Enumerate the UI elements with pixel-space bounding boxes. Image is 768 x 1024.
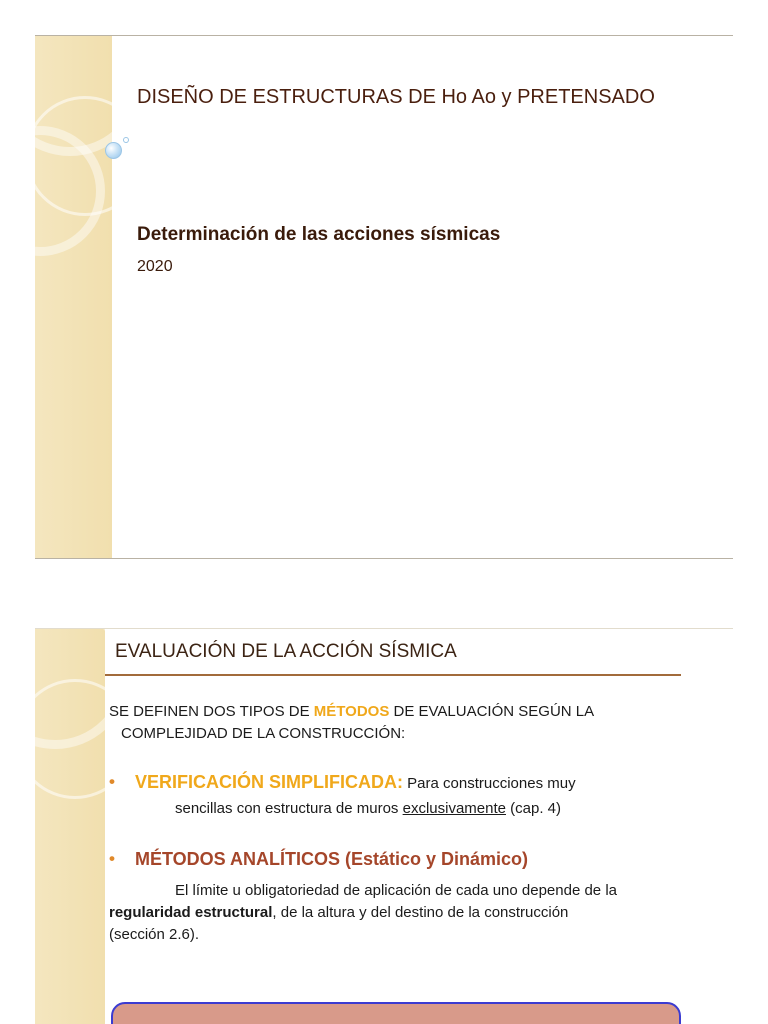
intro-line-1 — [109, 703, 594, 720]
bullet-1-line-2 — [175, 800, 561, 817]
bullet-1-line-1 — [135, 772, 576, 793]
intro-text: SE DEFINEN DOS TIPOS DE — [109, 703, 314, 720]
bullet-2-text: , de la altura y del destino de la construcción — [272, 904, 569, 921]
presentation-year: 2020 — [137, 258, 173, 275]
bullet-1-text: sencillas con estructura de muros — [175, 800, 403, 817]
presentation-subtitle: Determinación de las acciones sísmicas — [137, 224, 501, 245]
heading-rule — [105, 674, 681, 676]
bullet-2-line-2 — [109, 904, 568, 921]
bullet-2-line-3: (sección 2.6). — [109, 926, 200, 943]
slide-title — [35, 35, 733, 559]
decorative-ring — [35, 679, 105, 799]
bullet-1-text: Para construcciones muy — [403, 775, 576, 792]
presentation-title: DISEÑO DE ESTRUCTURAS DE Ho Ao y PRETENSADO — [137, 86, 655, 108]
bullet-marker: • — [109, 772, 115, 791]
bullet-2-heading: MÉTODOS ANALÍTICOS (Estático y Dinámico) — [135, 849, 529, 869]
intro-text: DE EVALUACIÓN SEGÚN LA — [389, 703, 595, 720]
slide-evaluacion — [35, 628, 733, 1024]
bubble-ornament-small-icon — [123, 137, 129, 143]
bullet-1-heading: VERIFICACIÓN SIMPLIFICADA: — [135, 772, 403, 792]
slide-sidebar-decoration — [35, 629, 105, 1024]
slide-sidebar-decoration — [35, 36, 112, 558]
slide-heading: EVALUACIÓN DE LA ACCIÓN SÍSMICA — [115, 641, 457, 662]
bullet-1-text: (cap. 4) — [506, 800, 562, 817]
intro-accent-word: MÉTODOS — [313, 703, 390, 720]
bullet-marker: • — [109, 849, 115, 868]
bubble-ornament-icon — [105, 142, 122, 159]
callout-box — [111, 1002, 681, 1024]
intro-line-2: COMPLEJIDAD DE LA CONSTRUCCIÓN: — [121, 725, 406, 742]
bullet-2-line-1: El límite u obligatoriedad de aplicación de cada uno depende de la — [175, 882, 617, 899]
bullet-2-bold-term: regularidad estructural — [109, 904, 273, 921]
bullet-1-underlined-word: exclusivamente — [402, 800, 506, 817]
